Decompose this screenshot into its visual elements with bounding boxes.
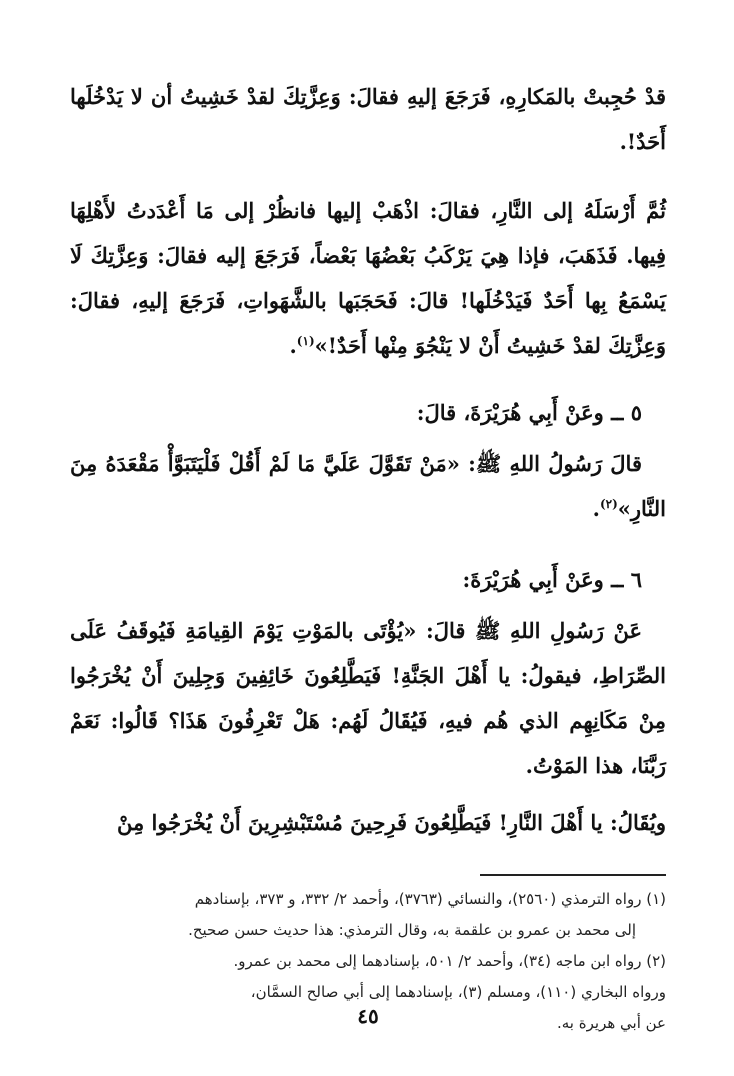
footnote-ref-1: (١) (296, 334, 315, 348)
footnote-2: (٢) رواه ابن ماجه (٣٤)، وأحمد ٢/ ٥٠١، بإسنادهما إلى محمد بن عمرو. (233, 952, 666, 970)
hadith-6-heading: ٦ ــ وعَنْ أَبِي هُرَيْرَةَ: (462, 567, 642, 592)
paragraph-1: قدْ حُجِبتْ بالمَكارِهِ، فَرَجَعَ إليهِ فقالَ: وَعِزَّتِكَ لقدْ خَشِيتُ أن لا يَدْخُلَها أَحَدٌ!. (70, 84, 666, 154)
paragraph-3 (70, 441, 666, 531)
book-page (70, 74, 666, 1076)
footnote-2-continued-2: عن أبي هريرة به. (557, 1014, 666, 1032)
footnote-1-continued: إلى محمد بن عمرو بن علقمة به، وقال الترمذي: هذا حديث حسن صحيح. (188, 921, 636, 939)
paragraph-3-end: . (592, 496, 600, 521)
paragraph-2-text: ثُمَّ أَرْسَلَهُ إلى النَّارِ، فقالَ: اذْهَبْ إليها فانظُرْ إلى مَا أَعْدَدتُ لأَهْلِهَا فِيها. فَذَهَبَ، فإذا هِيَ يَرْكَبُ بَعْضُهَا بَعْضاً، فَرَجَعَ إليه فقالَ: وَعِزَّتِكَ لَا يَسْمَعُ بِها أَحَدٌ فَيَدْخُلَها! قالَ: فَحَجَبَها بالشَّهَواتِ، فَرَجَعَ إليهِ، فقالَ: وَعِزَّتِكَ لقدْ خَشِيتُ أَنْ لا يَنْجُوَ مِنْها أَحَدٌ!» (70, 198, 666, 358)
paragraph-4: عَنْ رَسُولِ اللهِ ﷺ قالَ: «يُؤْتَى بالمَوْتِ يَوْمَ القِيامَةِ فَيُوقَفُ عَلَى الصِّرَاطِ، فيقولُ: يا أَهْلَ الجَنَّةِ! فَيَطَّلِعُونَ خَائِفِينَ وَجِلِينَ أَنْ يُخْرَجُوا مِنْ مَكَانِهِم الذي هُم فيهِ، فَيُقَالُ لَهُم: هَلْ تَعْرِفُونَ هَذَا؟ قَالُوا: نَعَمْ رَبَّنَا، هذا المَوْتُ. (70, 618, 666, 778)
footnote-ref-2: (٢) (599, 497, 618, 511)
paragraph-2 (70, 188, 666, 368)
paragraph-5: ويُقَالُ: يا أَهْلَ النَّارِ! فَيَطَّلِعُونَ فَرِحِينَ مُسْتَبْشِرِينَ أَنْ يُخْرَجُوا مِنْ (116, 810, 666, 835)
footnote-1: (١) رواه الترمذي (٢٥٦٠)، والنسائي (٣٧٦٣)، وأحمد ٢/ ٣٣٢، و ٣٧٣، بإسنادهم (194, 890, 666, 908)
paragraph-2-end: . (289, 333, 297, 358)
paragraph-3-text: قالَ رَسُولُ اللهِ ﷺ: «مَنْ تَقَوَّلَ عَلَيَّ مَا لَمْ أَقُلْ فَلْيَتَبَوَّأْ مَقْعَدَهُ مِنَ النَّارِ» (70, 451, 666, 521)
footnote-2-continued: ورواه البخاري (١١٠)، ومسلم (٣)، بإسنادهما إلى أبي صالح السمَّان، (250, 983, 666, 1001)
footnote-separator (480, 874, 666, 876)
page-number: ٤٥ (357, 1004, 379, 1028)
hadith-5-heading: ٥ ــ وعَنْ أَبِي هُرَيْرَةَ، قالَ: (416, 400, 642, 425)
